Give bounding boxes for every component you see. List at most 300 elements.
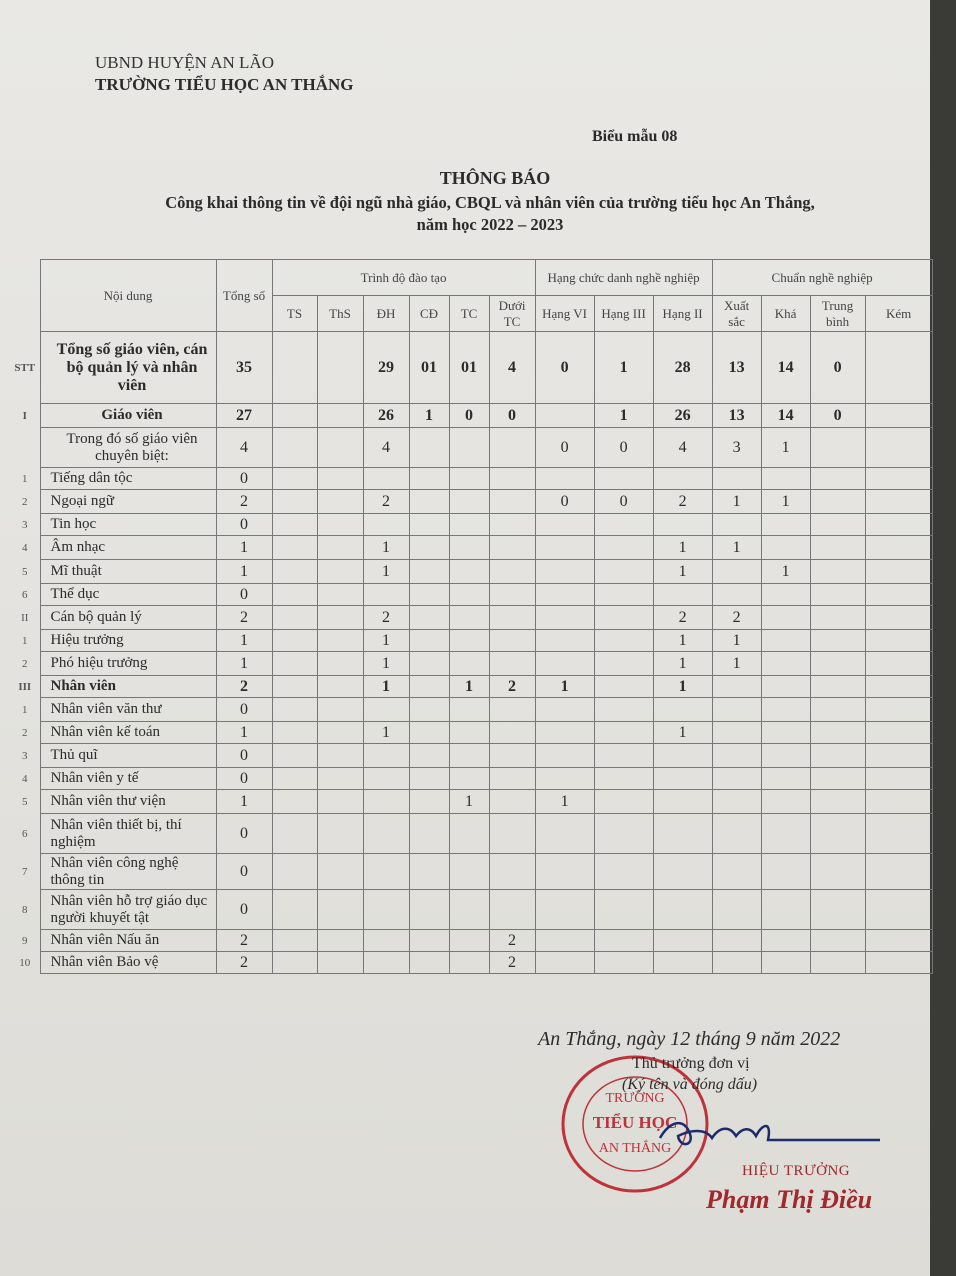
table-row [10,814,932,854]
cell: 1 [653,630,712,652]
org-name: UBND HUYỆN AN LÃO [95,53,274,72]
cell: 2 [489,930,535,952]
cell [449,698,489,722]
table-row [10,468,932,490]
cell [317,854,363,890]
cell: 1 [653,676,712,698]
cell [865,744,932,768]
cell: 1 [363,652,409,676]
cell [653,854,712,890]
cell: 1 [449,676,489,698]
subheader-11: Trung bình [810,296,865,332]
cell [489,514,535,536]
cell: 0 [535,332,594,404]
cell: 0 [216,744,272,768]
cell: 1 [216,630,272,652]
cell: 0 [216,890,272,930]
row-content: Giáo viên [40,404,216,428]
cell [865,790,932,814]
cell [865,404,932,428]
cell [409,854,449,890]
staff-table [10,259,933,974]
cell: 2 [216,676,272,698]
cell [653,790,712,814]
cell: 2 [363,490,409,514]
cell: 1 [594,332,653,404]
row-stt: 8 [10,890,40,930]
cell [317,428,363,468]
cell [865,536,932,560]
header-total: Tổng số [216,260,272,332]
cell [865,514,932,536]
cell: 1 [363,676,409,698]
cell [272,676,317,698]
cell [535,468,594,490]
subheader-7: Hạng III [594,296,653,332]
row-stt: 4 [10,768,40,790]
cell [449,890,489,930]
cell [594,536,653,560]
cell: 1 [535,676,594,698]
row-stt: 5 [10,790,40,814]
document-header [95,52,354,96]
cell [761,890,810,930]
cell [535,744,594,768]
cell: 0 [216,514,272,536]
cell [594,606,653,630]
row-content: Nhân viên Nấu ăn [40,930,216,952]
cell [865,676,932,698]
cell [489,768,535,790]
cell [489,630,535,652]
cell [535,560,594,584]
cell [409,768,449,790]
table-row [10,854,932,890]
cell [535,584,594,606]
table-row [10,584,932,606]
cell [810,930,865,952]
cell [865,952,932,974]
cell [449,630,489,652]
cell: 2 [216,952,272,974]
cell [317,698,363,722]
cell: 0 [216,814,272,854]
row-content: Thủ quĩ [40,744,216,768]
cell [317,890,363,930]
cell [317,606,363,630]
cell [489,790,535,814]
cell: 4 [363,428,409,468]
row-content: Nhân viên kế toán [40,722,216,744]
table-row [10,952,932,974]
table-row [10,630,932,652]
cell [409,890,449,930]
table-row [10,790,932,814]
subheader-1: ThS [317,296,363,332]
cell: 29 [363,332,409,404]
cell: 1 [712,490,761,514]
row-stt: 1 [10,468,40,490]
cell [712,722,761,744]
cell [317,930,363,952]
cell [535,854,594,890]
cell [489,698,535,722]
cell [317,952,363,974]
cell [594,890,653,930]
cell [449,768,489,790]
cell [535,768,594,790]
cell [489,854,535,890]
subheader-10: Khá [761,296,810,332]
cell [317,332,363,404]
cell [865,854,932,890]
row-content: Ngoại ngữ [40,490,216,514]
signature-note: (Ký tên và đóng dấu) [622,1076,758,1093]
cell: 35 [216,332,272,404]
cell [594,514,653,536]
subheader-2: ĐH [363,296,409,332]
cell [712,790,761,814]
cell [865,698,932,722]
cell [363,890,409,930]
cell [272,584,317,606]
cell [272,814,317,854]
row-content: Cán bộ quản lý [40,606,216,630]
cell [535,814,594,854]
cell: 1 [409,404,449,428]
table-row [10,536,932,560]
cell [317,768,363,790]
cell [761,536,810,560]
cell [594,584,653,606]
cell [594,814,653,854]
table-row [10,428,932,468]
cell [363,952,409,974]
cell [409,560,449,584]
cell [865,584,932,606]
cell [449,584,489,606]
cell [810,814,865,854]
cell [810,584,865,606]
cell [449,606,489,630]
svg-text:AN THẮNG: AN THẮNG [598,1141,672,1156]
cell [865,468,932,490]
cell: 0 [810,404,865,428]
header-row-groups [10,260,932,296]
cell [272,768,317,790]
table-row [10,744,932,768]
cell [272,630,317,652]
cell: 1 [761,490,810,514]
cell: 1 [653,652,712,676]
cell [272,468,317,490]
cell [810,744,865,768]
cell [761,768,810,790]
cell [317,676,363,698]
cell: 1 [594,404,653,428]
row-content: Nhân viên công nghệ thông tin [40,854,216,890]
cell [594,790,653,814]
cell [449,930,489,952]
subtitle-line-1: Công khai thông tin về đội ngũ nhà giáo, CBQL và nhân viên của trường tiểu học An Thắng, [165,193,815,212]
cell [363,698,409,722]
cell [712,514,761,536]
cell [317,490,363,514]
cell [865,890,932,930]
cell [594,698,653,722]
cell [653,890,712,930]
cell [409,468,449,490]
cell: 4 [216,428,272,468]
cell: 0 [216,698,272,722]
cell [272,490,317,514]
cell [272,536,317,560]
table-row [10,560,932,584]
row-content: Tổng số giáo viên, cán bộ quản lý và nhân viên [40,332,216,404]
cell: 2 [653,606,712,630]
cell [865,814,932,854]
cell [409,514,449,536]
cell [409,722,449,744]
table-row [10,698,932,722]
cell [761,814,810,854]
cell: 0 [489,404,535,428]
cell [865,332,932,404]
table-row [10,514,932,536]
cell [594,630,653,652]
cell [409,676,449,698]
cell [712,814,761,854]
row-stt: 10 [10,952,40,974]
cell [865,630,932,652]
subtitle-line-2: năm học 2022 – 2023 [416,215,564,234]
cell [535,890,594,930]
school-name: TRƯỜNG TIỂU HỌC AN THẮNG [95,75,354,94]
cell [865,560,932,584]
cell [489,428,535,468]
row-stt: 5 [10,560,40,584]
cell [594,560,653,584]
row-stt: I [10,404,40,428]
cell [535,404,594,428]
cell [810,560,865,584]
cell [810,428,865,468]
cell [535,652,594,676]
cell [712,768,761,790]
cell [363,790,409,814]
cell [865,652,932,676]
cell: 2 [216,490,272,514]
cell: 13 [712,404,761,428]
cell [810,630,865,652]
cell [272,560,317,584]
cell [272,790,317,814]
cell: 0 [216,584,272,606]
header-rank: Hạng chức danh nghề nghiệp [535,260,712,296]
cell [594,744,653,768]
cell [449,722,489,744]
cell [317,468,363,490]
cell [810,790,865,814]
cell [535,698,594,722]
cell: 0 [216,468,272,490]
cell: 2 [216,930,272,952]
cell [317,536,363,560]
cell [489,652,535,676]
cell: 2 [489,676,535,698]
cell [761,854,810,890]
cell: 2 [216,606,272,630]
cell: 26 [653,404,712,428]
row-content: Phó hiệu trưởng [40,652,216,676]
cell [535,514,594,536]
cell [449,854,489,890]
cell [272,890,317,930]
cell [317,722,363,744]
table-row [10,768,932,790]
cell [489,468,535,490]
row-content: Nhân viên [40,676,216,698]
cell [535,630,594,652]
cell [761,744,810,768]
cell [535,952,594,974]
svg-text:TRƯỜNG: TRƯỜNG [605,1091,665,1106]
row-stt: 1 [10,630,40,652]
cell: 2 [712,606,761,630]
cell [865,606,932,630]
cell [272,652,317,676]
cell: 2 [363,606,409,630]
cell [761,652,810,676]
row-content: Nhân viên y tế [40,768,216,790]
subheader-8: Hạng II [653,296,712,332]
table-row [10,722,932,744]
table-row [10,676,932,698]
cell [810,676,865,698]
cell: 4 [653,428,712,468]
cell [409,652,449,676]
cell [449,536,489,560]
cell [865,768,932,790]
cell [712,468,761,490]
cell [489,490,535,514]
cell [272,332,317,404]
cell [409,790,449,814]
cell: 1 [216,652,272,676]
cell [653,814,712,854]
cell [535,930,594,952]
row-stt: 4 [10,536,40,560]
cell: 1 [216,790,272,814]
cell [317,514,363,536]
cell: 2 [653,490,712,514]
cell [317,584,363,606]
cell: 1 [363,630,409,652]
cell [761,930,810,952]
row-stt: 9 [10,930,40,952]
row-stt: 2 [10,652,40,676]
cell [449,952,489,974]
cell [363,768,409,790]
cell [449,514,489,536]
cell [865,722,932,744]
cell: 27 [216,404,272,428]
cell: 0 [535,490,594,514]
row-content: Tin học [40,514,216,536]
cell [594,854,653,890]
row-stt: 2 [10,490,40,514]
row-stt: STT [10,332,40,404]
cell [272,930,317,952]
cell [761,514,810,536]
cell [489,722,535,744]
cell: 26 [363,404,409,428]
header-standard: Chuẩn nghề nghiệp [712,260,932,296]
table-row [10,652,932,676]
cell [317,404,363,428]
cell [761,722,810,744]
cell: 1 [216,722,272,744]
cell: 1 [761,428,810,468]
cell [363,930,409,952]
table-row [10,490,932,514]
cell [272,698,317,722]
cell [449,744,489,768]
cell [272,606,317,630]
row-stt: 6 [10,584,40,606]
row-stt: 6 [10,814,40,854]
row-content: Nhân viên thư viện [40,790,216,814]
cell [810,768,865,790]
cell: 0 [594,490,653,514]
cell [409,744,449,768]
cell [535,536,594,560]
row-content: Thể dục [40,584,216,606]
cell: 0 [810,332,865,404]
row-content: Tiếng dân tộc [40,468,216,490]
cell [409,536,449,560]
row-stt: 7 [10,854,40,890]
cell [712,952,761,974]
cell [712,890,761,930]
table-row [10,332,932,404]
cell [653,698,712,722]
cell [761,606,810,630]
cell [489,536,535,560]
cell: 1 [363,536,409,560]
cell [363,514,409,536]
row-content: Nhân viên hỗ trợ giáo dục người khuyết tật [40,890,216,930]
cell: 01 [409,332,449,404]
row-stt: 3 [10,514,40,536]
cell [594,676,653,698]
signer-role: Thủ trưởng đơn vị [632,1055,750,1072]
cell: 1 [653,560,712,584]
row-content: Nhân viên văn thư [40,698,216,722]
cell [272,404,317,428]
row-stt: 3 [10,744,40,768]
row-content: Nhân viên Bảo vệ [40,952,216,974]
cell [712,676,761,698]
cell [409,490,449,514]
cell: 1 [653,536,712,560]
document-title: THÔNG BÁO [439,168,551,188]
cell: 1 [363,560,409,584]
cell [865,428,932,468]
signing-date: An Thắng, ngày 12 tháng 9 năm 2022 [538,1028,841,1050]
header-content: Nội dung [40,260,216,332]
cell [761,698,810,722]
